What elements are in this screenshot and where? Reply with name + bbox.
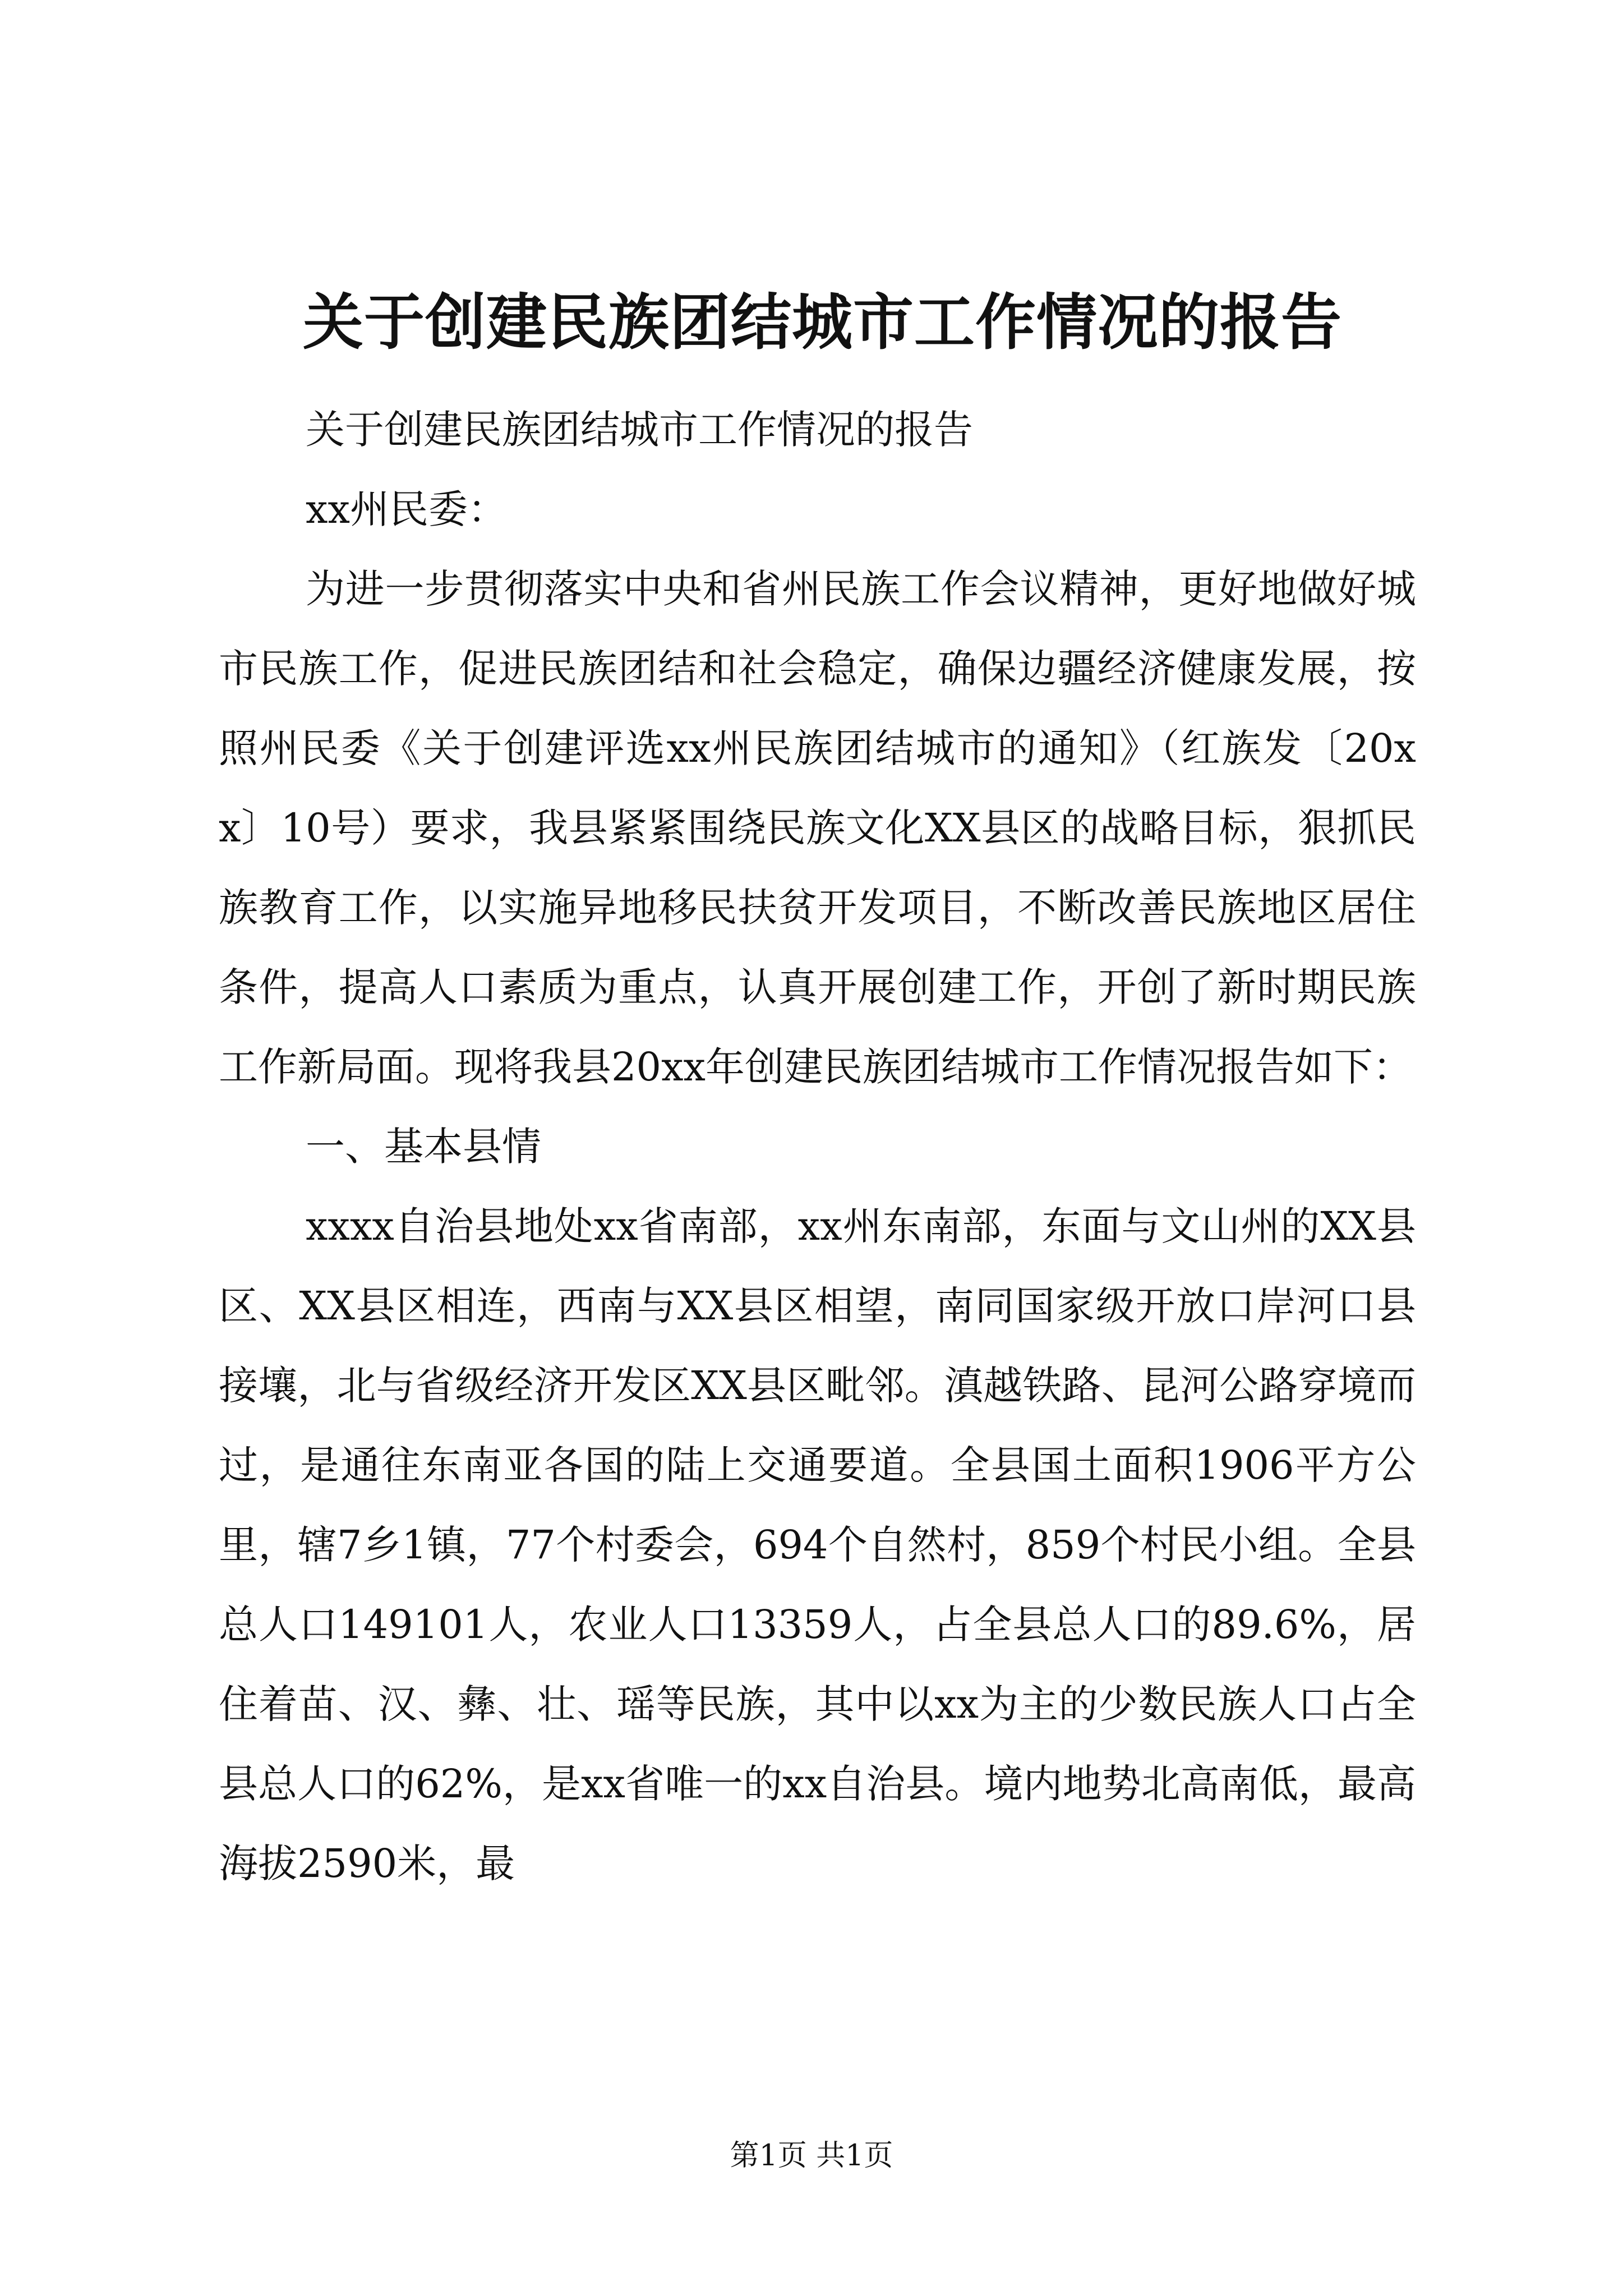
county-overview-paragraph: xxxx自治县地处xx省南部，xx州东南部，东面与文山州的XX县区、XX县区相连，西南与XX县区相望，南同国家级开放口岸河口县接壤，北与省级经济开发区XX县区毗邻。滇越铁路、昆河公路穿境而过，是通往东南亚各国的陆上交通要道。全县国土面积1906平方公里，辖7乡1镇，77个村委会，694个自然村，859个村民小组。全县总人口149101人，农业人口13359人，占全县总人口的89.6%，居住着苗、汉、彝、壮、瑶等民族，其中以xx为主的少数民族人口占全县总人口的62%，是xx省唯一的xx自治县。境内地势北高南低，最高海拔2590米，最 — [219, 1203, 1416, 1887]
intro-paragraph: 为进一步贯彻落实中央和省州民族工作会议精神，更好地做好城市民族工作，促进民族团结和社会稳定，确保边疆经济健康发展，按照州民委《关于创建评选xx州民族团结城市的通知》（红族发〔20xx〕10号）要求，我县紧紧围绕民族文化XX县区的战略目标，狠抓民族教育工作，以实施异地移民扶贫开发项目，不断改善民族地区居住条件，提高人口素质为重点，认真开展创建工作，开创了新时期民族工作新局面。现将我县20xx年创建民族团结城市工作情况报告如下： — [219, 566, 1416, 1090]
document-title: 关于创建民族团结城市工作情况的报告 — [303, 287, 1343, 358]
section-heading: 一、基本县情 — [306, 1124, 541, 1170]
addressee-paragraph: xx州民委： — [306, 486, 507, 532]
page-number-footer: 第1页 共1页 — [730, 2139, 893, 2173]
subtitle-paragraph: 关于创建民族团结城市工作情况的报告 — [306, 407, 973, 453]
document-body — [219, 390, 1416, 1903]
